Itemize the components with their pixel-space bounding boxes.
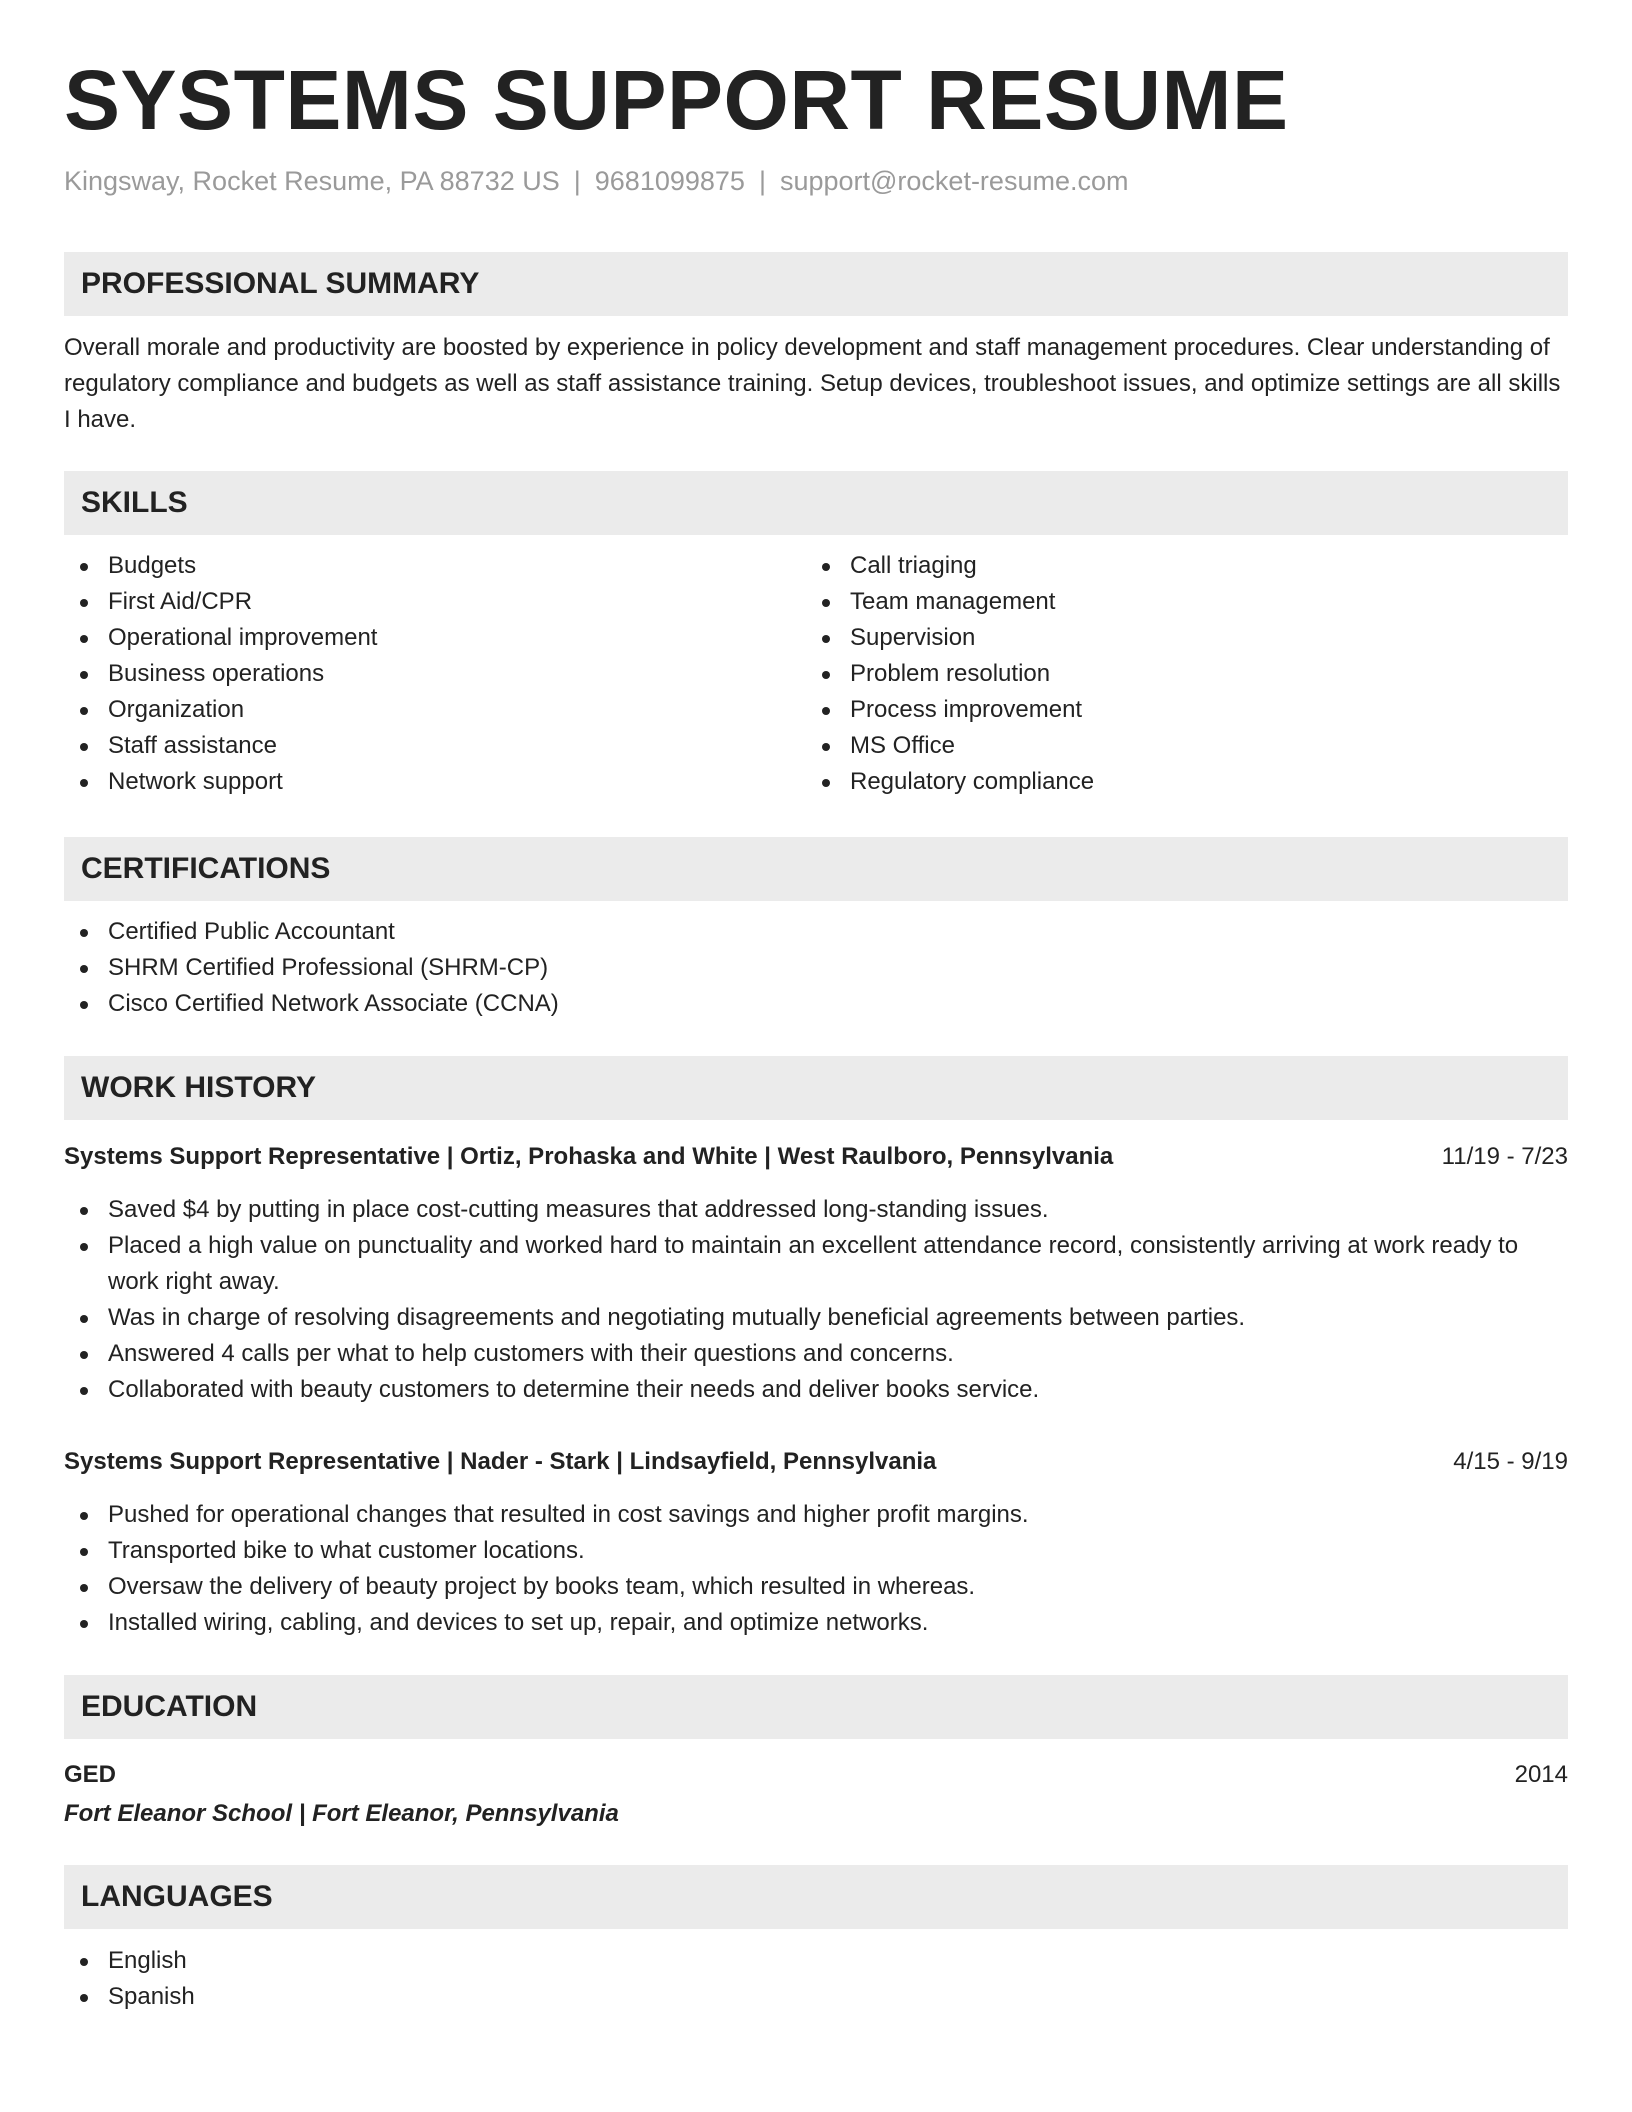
list-item: Was in charge of resolving disagreements and negotiating mutually beneficial agreements between parties. xyxy=(64,1300,1568,1336)
job-bullets xyxy=(64,1192,1568,1408)
section-header-education: EDUCATION xyxy=(64,1675,1568,1739)
job-dates: 11/19 - 7/23 xyxy=(1441,1143,1568,1170)
skills-list-left xyxy=(64,548,764,800)
list-item: Answered 4 calls per what to help customers with their questions and concerns. xyxy=(64,1336,1568,1372)
section-header-summary: PROFESSIONAL SUMMARY xyxy=(64,252,1568,316)
list-item: First Aid/CPR xyxy=(64,584,764,620)
job-bullets xyxy=(64,1497,1568,1641)
list-item: Cisco Certified Network Associate (CCNA) xyxy=(64,986,1568,1022)
section-header-skills: SKILLS xyxy=(64,471,1568,535)
list-item: Regulatory compliance xyxy=(806,764,1546,800)
job-title: Systems Support Representative | Ortiz, Prohaska and White | West Raulboro, Pennsylvania xyxy=(64,1143,1114,1170)
list-item: Installed wiring, cabling, and devices to set up, repair, and optimize networks. xyxy=(64,1605,1568,1641)
contact-line xyxy=(64,168,1128,195)
list-item: Budgets xyxy=(64,548,764,584)
list-item: Staff assistance xyxy=(64,728,764,764)
contact-email: support@rocket-resume.com xyxy=(779,166,1129,196)
job-header xyxy=(64,1139,1568,1175)
list-item: English xyxy=(64,1943,1568,1979)
languages-list xyxy=(64,1943,1568,2015)
job-header xyxy=(64,1444,1568,1480)
section-header-work-history: WORK HISTORY xyxy=(64,1056,1568,1120)
education-year: 2014 xyxy=(1514,1761,1568,1788)
education-degree: GED xyxy=(64,1761,117,1788)
contact-separator: | xyxy=(758,166,766,196)
list-item: Spanish xyxy=(64,1979,1568,2015)
list-item: Certified Public Accountant xyxy=(64,914,1568,950)
summary-text: Overall morale and productivity are boosted by experience in policy development and staff management procedures. Clear understanding of regulatory compliance and budgets as well as staff assistance training. Setup devices, troubleshoot issues, and optimize settings are all skills I have. xyxy=(64,334,1561,433)
job-title: Systems Support Representative | Nader - Stark | Lindsayfield, Pennsylvania xyxy=(64,1448,937,1475)
list-item: Organization xyxy=(64,692,764,728)
list-item: Operational improvement xyxy=(64,620,764,656)
list-item: Team management xyxy=(806,584,1546,620)
section-header-certifications: CERTIFICATIONS xyxy=(64,837,1568,901)
list-item: Placed a high value on punctuality and worked hard to maintain an excellent attendance record, consistently arriving at work ready to work right away. xyxy=(64,1228,1568,1300)
list-item: Process improvement xyxy=(806,692,1546,728)
section-header-languages: LANGUAGES xyxy=(64,1865,1568,1929)
list-item: Network support xyxy=(64,764,764,800)
list-item: Call triaging xyxy=(806,548,1546,584)
list-item: Supervision xyxy=(806,620,1546,656)
education-header xyxy=(64,1757,1568,1793)
list-item: Problem resolution xyxy=(806,656,1546,692)
contact-separator: | xyxy=(573,166,581,196)
resume-title: SYSTEMS SUPPORT RESUME xyxy=(64,53,1289,147)
list-item: MS Office xyxy=(806,728,1546,764)
list-item: Business operations xyxy=(64,656,764,692)
skills-list-right xyxy=(806,548,1546,800)
list-item: Oversaw the delivery of beauty project by books team, which resulted in whereas. xyxy=(64,1569,1568,1605)
list-item: Collaborated with beauty customers to determine their needs and deliver books service. xyxy=(64,1372,1568,1408)
list-item: Saved $4 by putting in place cost-cutting measures that addressed long-standing issues. xyxy=(64,1192,1568,1228)
list-item: SHRM Certified Professional (SHRM-CP) xyxy=(64,950,1568,986)
education-school: Fort Eleanor School | Fort Eleanor, Pennsylvania xyxy=(64,1800,619,1827)
contact-phone: 9681099875 xyxy=(594,166,745,196)
list-item: Transported bike to what customer locations. xyxy=(64,1533,1568,1569)
job-dates: 4/15 - 9/19 xyxy=(1453,1448,1568,1475)
certifications-list xyxy=(64,914,1568,1022)
list-item: Pushed for operational changes that resulted in cost savings and higher profit margins. xyxy=(64,1497,1568,1533)
contact-address: Kingsway, Rocket Resume, PA 88732 US xyxy=(64,166,560,196)
